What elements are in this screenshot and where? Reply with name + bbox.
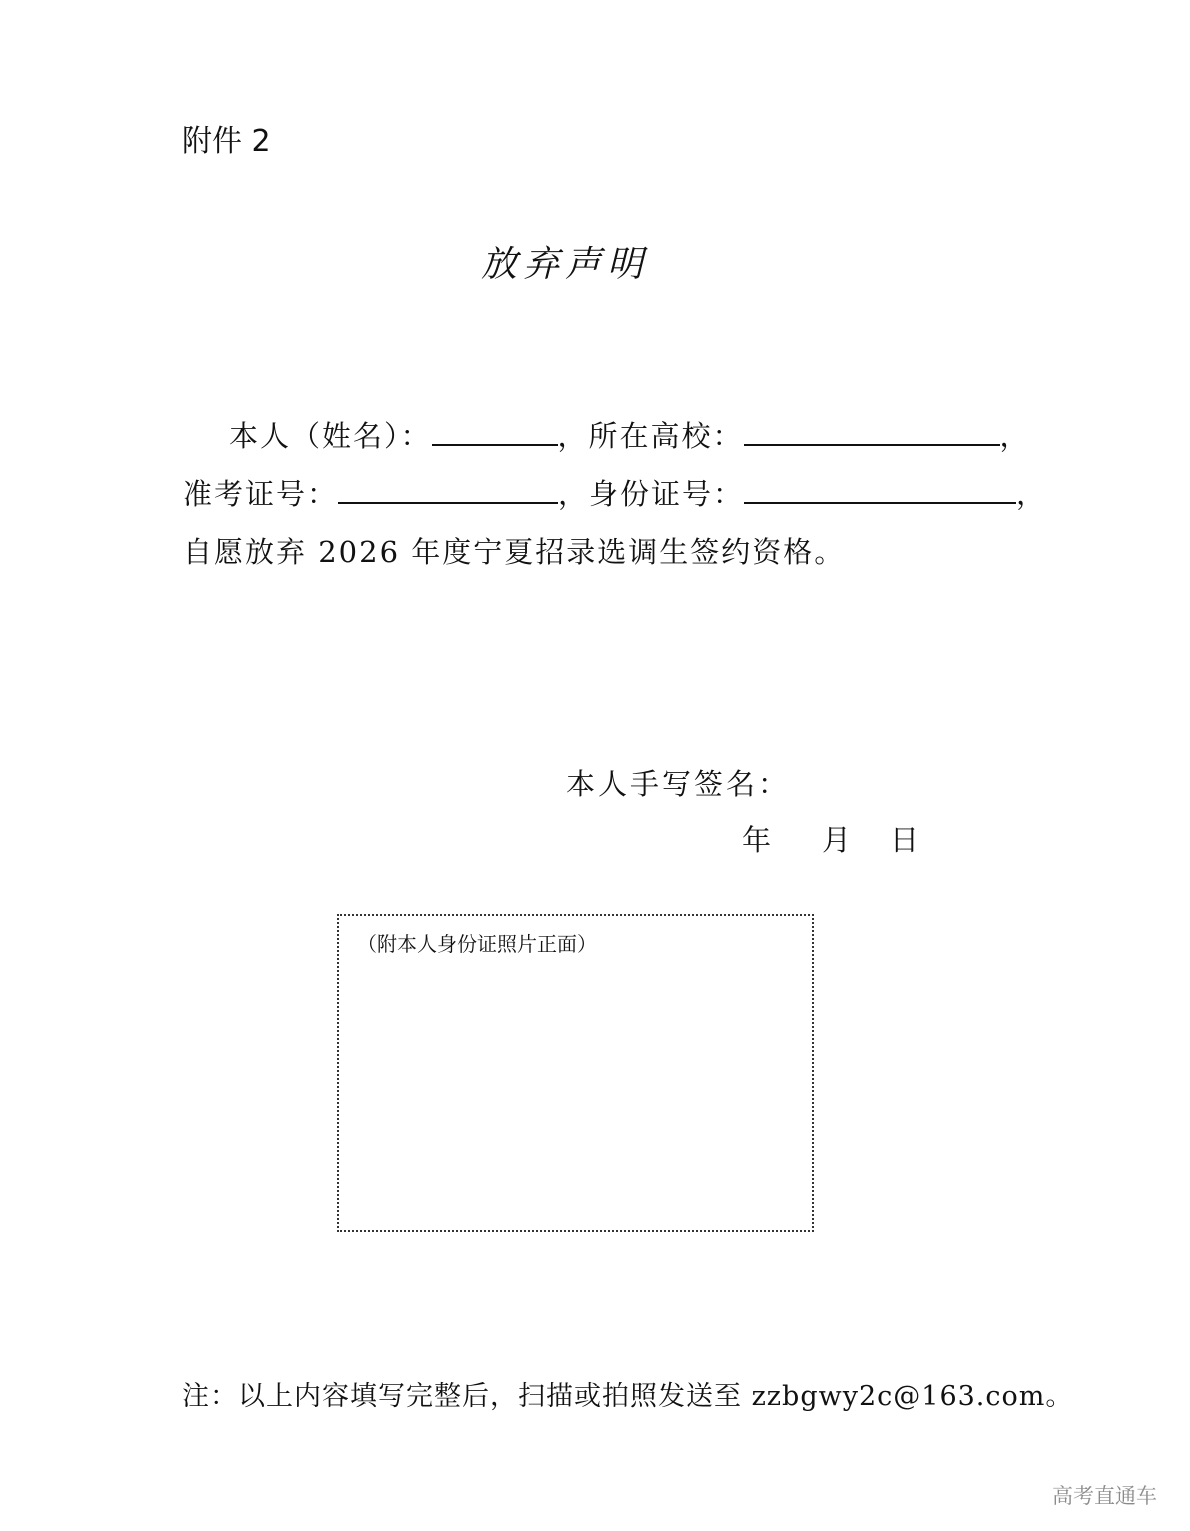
name-label: 本人（姓名）： — [229, 419, 432, 453]
document-title: 放弃声明 — [480, 244, 649, 285]
attachment-label: 附件 2 — [182, 124, 271, 159]
watermark: 高考直通车 — [1052, 1484, 1157, 1508]
id-photo-box[interactable] — [337, 914, 814, 1232]
form-line-name-school — [183, 414, 1031, 458]
form-line-exam-id — [183, 472, 1048, 516]
date-day-label: 日 — [890, 823, 920, 857]
date-year-label: 年 — [742, 823, 772, 857]
line2-comma: ， — [1016, 477, 1048, 511]
name-blank[interactable] — [432, 414, 558, 446]
form-line-declaration: 自愿放弃 2026 年度宁夏招录选调生签约资格。 — [183, 535, 846, 569]
school-label: ，所在高校： — [557, 419, 744, 453]
id-photo-caption: （附本人身份证照片正面） — [357, 932, 597, 956]
id-number-label: ，身份证号： — [558, 477, 745, 511]
school-blank[interactable] — [744, 414, 1000, 446]
id-number-blank[interactable] — [744, 472, 1016, 504]
line1-comma: ， — [999, 419, 1031, 453]
date-month-label: 月 — [822, 823, 852, 857]
signature-label: 本人手写签名： — [566, 767, 791, 801]
exam-number-label: 准考证号： — [183, 477, 339, 511]
exam-number-blank[interactable] — [338, 472, 558, 504]
date-row — [742, 818, 932, 862]
submission-note: 注：以上内容填写完整后，扫描或拍照发送至 zzbgwy2c@163.com。 — [182, 1381, 1074, 1412]
